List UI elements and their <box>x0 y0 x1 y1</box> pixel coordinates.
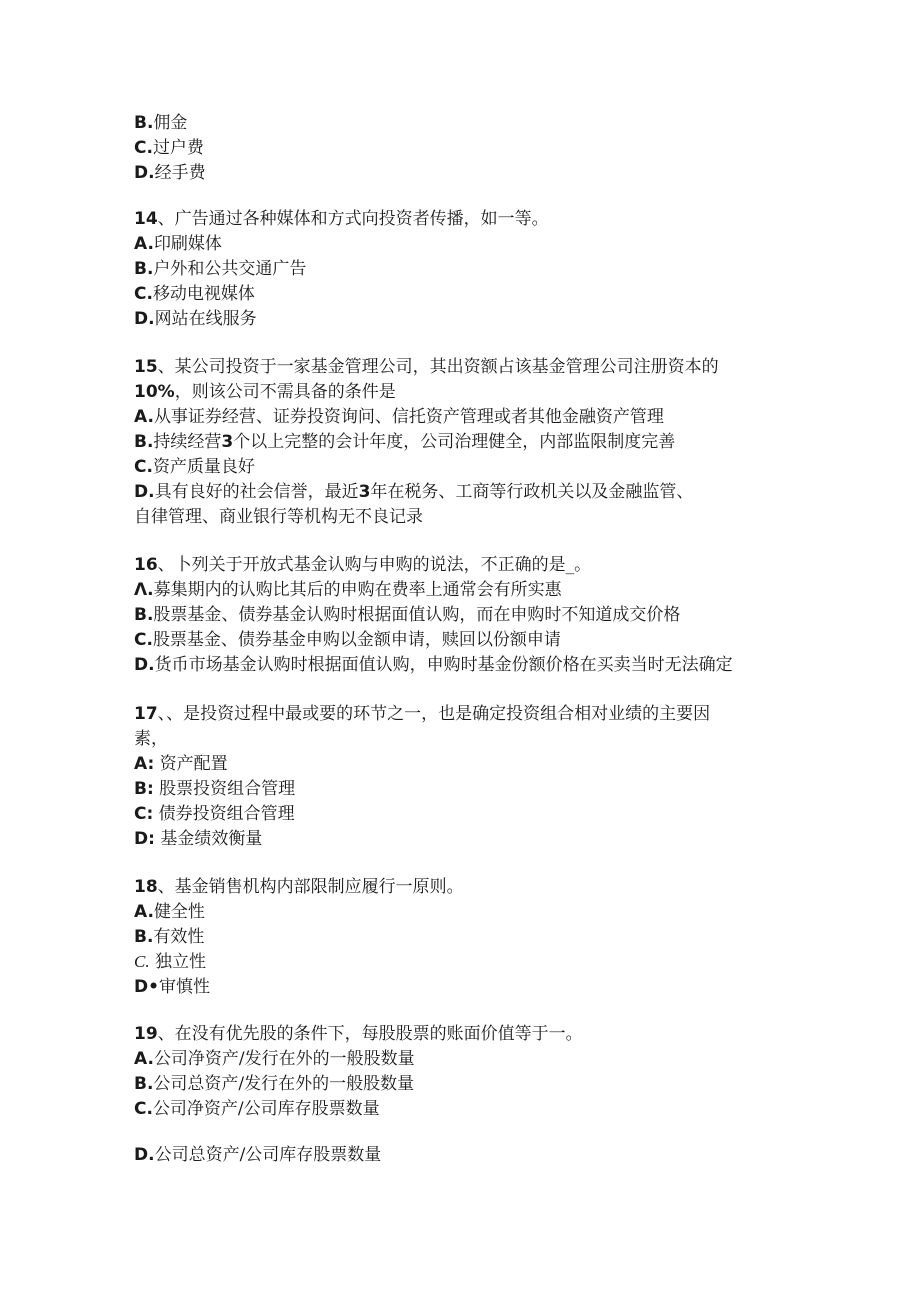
option-text: 公司净资产/公司库存股票数量 <box>152 1099 380 1119</box>
option-label: C: <box>134 804 154 824</box>
option-text: 公司总资产/发行在外的一般股数量 <box>153 1074 415 1094</box>
question-17-stem-cont <box>134 728 168 750</box>
option-a <box>134 1048 415 1070</box>
option-text: 股票基金、债券基金申购以金额申请，赎回以份额申请 <box>152 630 561 650</box>
option-d <box>134 828 262 850</box>
question-number: 15 <box>134 357 158 377</box>
question-15-stem <box>134 356 719 378</box>
option-a <box>134 233 222 255</box>
option-label: B. <box>134 927 154 947</box>
option-label: C. <box>134 138 153 158</box>
question-19-stem <box>134 1023 583 1045</box>
option-text: 股票基金、债券基金认购时根据面值认购，而在申购时不知道成交价格 <box>153 605 681 625</box>
option-d <box>134 976 210 998</box>
question-18-stem <box>134 876 464 898</box>
option-label: D. <box>134 482 155 502</box>
question-text: ，则该公司不需具备的条件是 <box>174 382 396 402</box>
option-b <box>134 258 306 280</box>
option-text: 公司总资产/公司库存股票数量 <box>154 1145 382 1165</box>
option-label: D. <box>134 655 155 675</box>
option-label: D. <box>134 163 155 183</box>
option-d <box>134 654 733 676</box>
question-text: 、卜列关于开放式基金认购与申购的说法，不正确的是_。 <box>157 555 592 575</box>
option-a <box>134 753 228 775</box>
option-text: 自律管理、商业银行等机构无不良记录 <box>134 507 423 527</box>
option-label: B. <box>134 113 154 133</box>
option-text: 基金绩效衡量 <box>154 829 263 849</box>
option-label: A: <box>134 754 155 774</box>
option-b <box>134 112 187 134</box>
question-number: 18 <box>134 877 158 897</box>
option-number: 3 <box>221 432 234 452</box>
option-text: 年在税务、工商等行政机关以及金融监管、 <box>370 482 694 502</box>
option-c <box>134 456 255 478</box>
option-label: A. <box>134 1049 154 1069</box>
option-b <box>134 604 680 626</box>
option-b <box>134 778 295 800</box>
option-text: 持续经营 <box>153 432 222 452</box>
option-c <box>134 137 204 159</box>
option-label: C. <box>134 630 153 650</box>
option-label: D. <box>134 309 155 329</box>
question-text: 、广告通过各种媒体和方式向投资者传播，如一等。 <box>157 209 549 229</box>
option-text: 债券投资组合管理 <box>153 804 295 824</box>
question-14-stem <box>134 208 549 230</box>
option-label: A. <box>134 234 154 254</box>
option-b <box>134 926 204 948</box>
option-c <box>134 1098 380 1120</box>
option-text: 从事证券经营、证券投资询问、信托资产管理或者其他金融资产管理 <box>153 407 664 427</box>
option-text: 网站在线服务 <box>154 309 257 329</box>
option-label: B. <box>134 259 154 279</box>
option-label: C. <box>134 952 150 971</box>
option-text: 移动电视媒体 <box>152 284 255 304</box>
option-label: C. <box>134 457 153 477</box>
option-c <box>134 951 206 973</box>
option-text: 资产质量良好 <box>152 457 255 477</box>
question-number: 16 <box>134 555 158 575</box>
option-text: 具有良好的社会信誉，最近 <box>154 482 359 502</box>
option-d <box>134 162 206 184</box>
question-16-stem <box>134 554 591 576</box>
option-text: 募集期内的认购比其后的申购在费率上通常会有所实惠 <box>153 580 562 600</box>
option-text: 审慎性 <box>158 977 210 997</box>
option-b <box>134 1073 414 1095</box>
option-text: 独立性 <box>149 952 206 972</box>
option-text: 印刷媒体 <box>153 234 222 254</box>
option-d <box>134 1144 381 1166</box>
option-text: 经手费 <box>154 163 206 183</box>
question-text: 、在没有优先股的条件下，每股股票的账面价值等于一。 <box>157 1024 583 1044</box>
option-label: B. <box>134 1074 154 1094</box>
option-label: D. <box>134 1145 155 1165</box>
option-text: 货币市场基金认购时根据面值认购，申购时基金份额价格在买卖当时无法确定 <box>154 655 733 675</box>
option-label: D• <box>134 977 159 997</box>
option-a <box>134 406 664 428</box>
option-a <box>134 901 205 923</box>
option-d <box>134 481 693 503</box>
question-15-stem-cont <box>134 381 396 403</box>
option-text: 佣金 <box>153 113 188 133</box>
option-number: 3 <box>358 482 371 502</box>
question-number: 17 <box>134 704 158 724</box>
option-d <box>134 308 257 330</box>
option-d-continuation <box>134 506 423 528</box>
option-label: Λ. <box>134 580 154 600</box>
option-text: 公司净资产/发行在外的一般股数量 <box>153 1049 415 1069</box>
option-text: 有效性 <box>153 927 205 947</box>
option-label: C. <box>134 1099 153 1119</box>
option-label: B: <box>134 779 154 799</box>
question-number: 14 <box>134 209 158 229</box>
option-c <box>134 629 561 651</box>
option-label: D: <box>134 829 155 849</box>
option-c <box>134 283 255 305</box>
option-text: 户外和公共交通广告 <box>153 259 307 279</box>
question-number: 19 <box>134 1024 158 1044</box>
question-17-stem <box>134 703 710 725</box>
option-label: C. <box>134 284 153 304</box>
question-text: 素， <box>134 729 168 749</box>
question-text: 、某公司投资于一家基金管理公司，其出资额占该基金管理公司注册资本的 <box>157 357 719 377</box>
option-text: 股票投资组合管理 <box>153 779 296 799</box>
option-label: B. <box>134 605 154 625</box>
option-b <box>134 431 675 453</box>
option-text: 资产配置 <box>154 754 228 774</box>
question-text: 、基金销售机构内部限制应履行一原则。 <box>157 877 464 897</box>
option-label: A. <box>134 902 154 922</box>
option-text: 健全性 <box>153 902 205 922</box>
option-label: A. <box>134 407 154 427</box>
option-label: B. <box>134 432 154 452</box>
option-a <box>134 579 562 601</box>
question-text: 、、是投资过程中最或要的环节之一，也是确定投资组合相对业绩的主要因 <box>157 704 711 724</box>
option-text: 过户费 <box>152 138 204 158</box>
option-text: 个以上完整的会计年度，公司治理健全，内部监限制度完善 <box>233 432 676 452</box>
option-c <box>134 803 295 825</box>
percent-value: 10% <box>134 382 175 402</box>
